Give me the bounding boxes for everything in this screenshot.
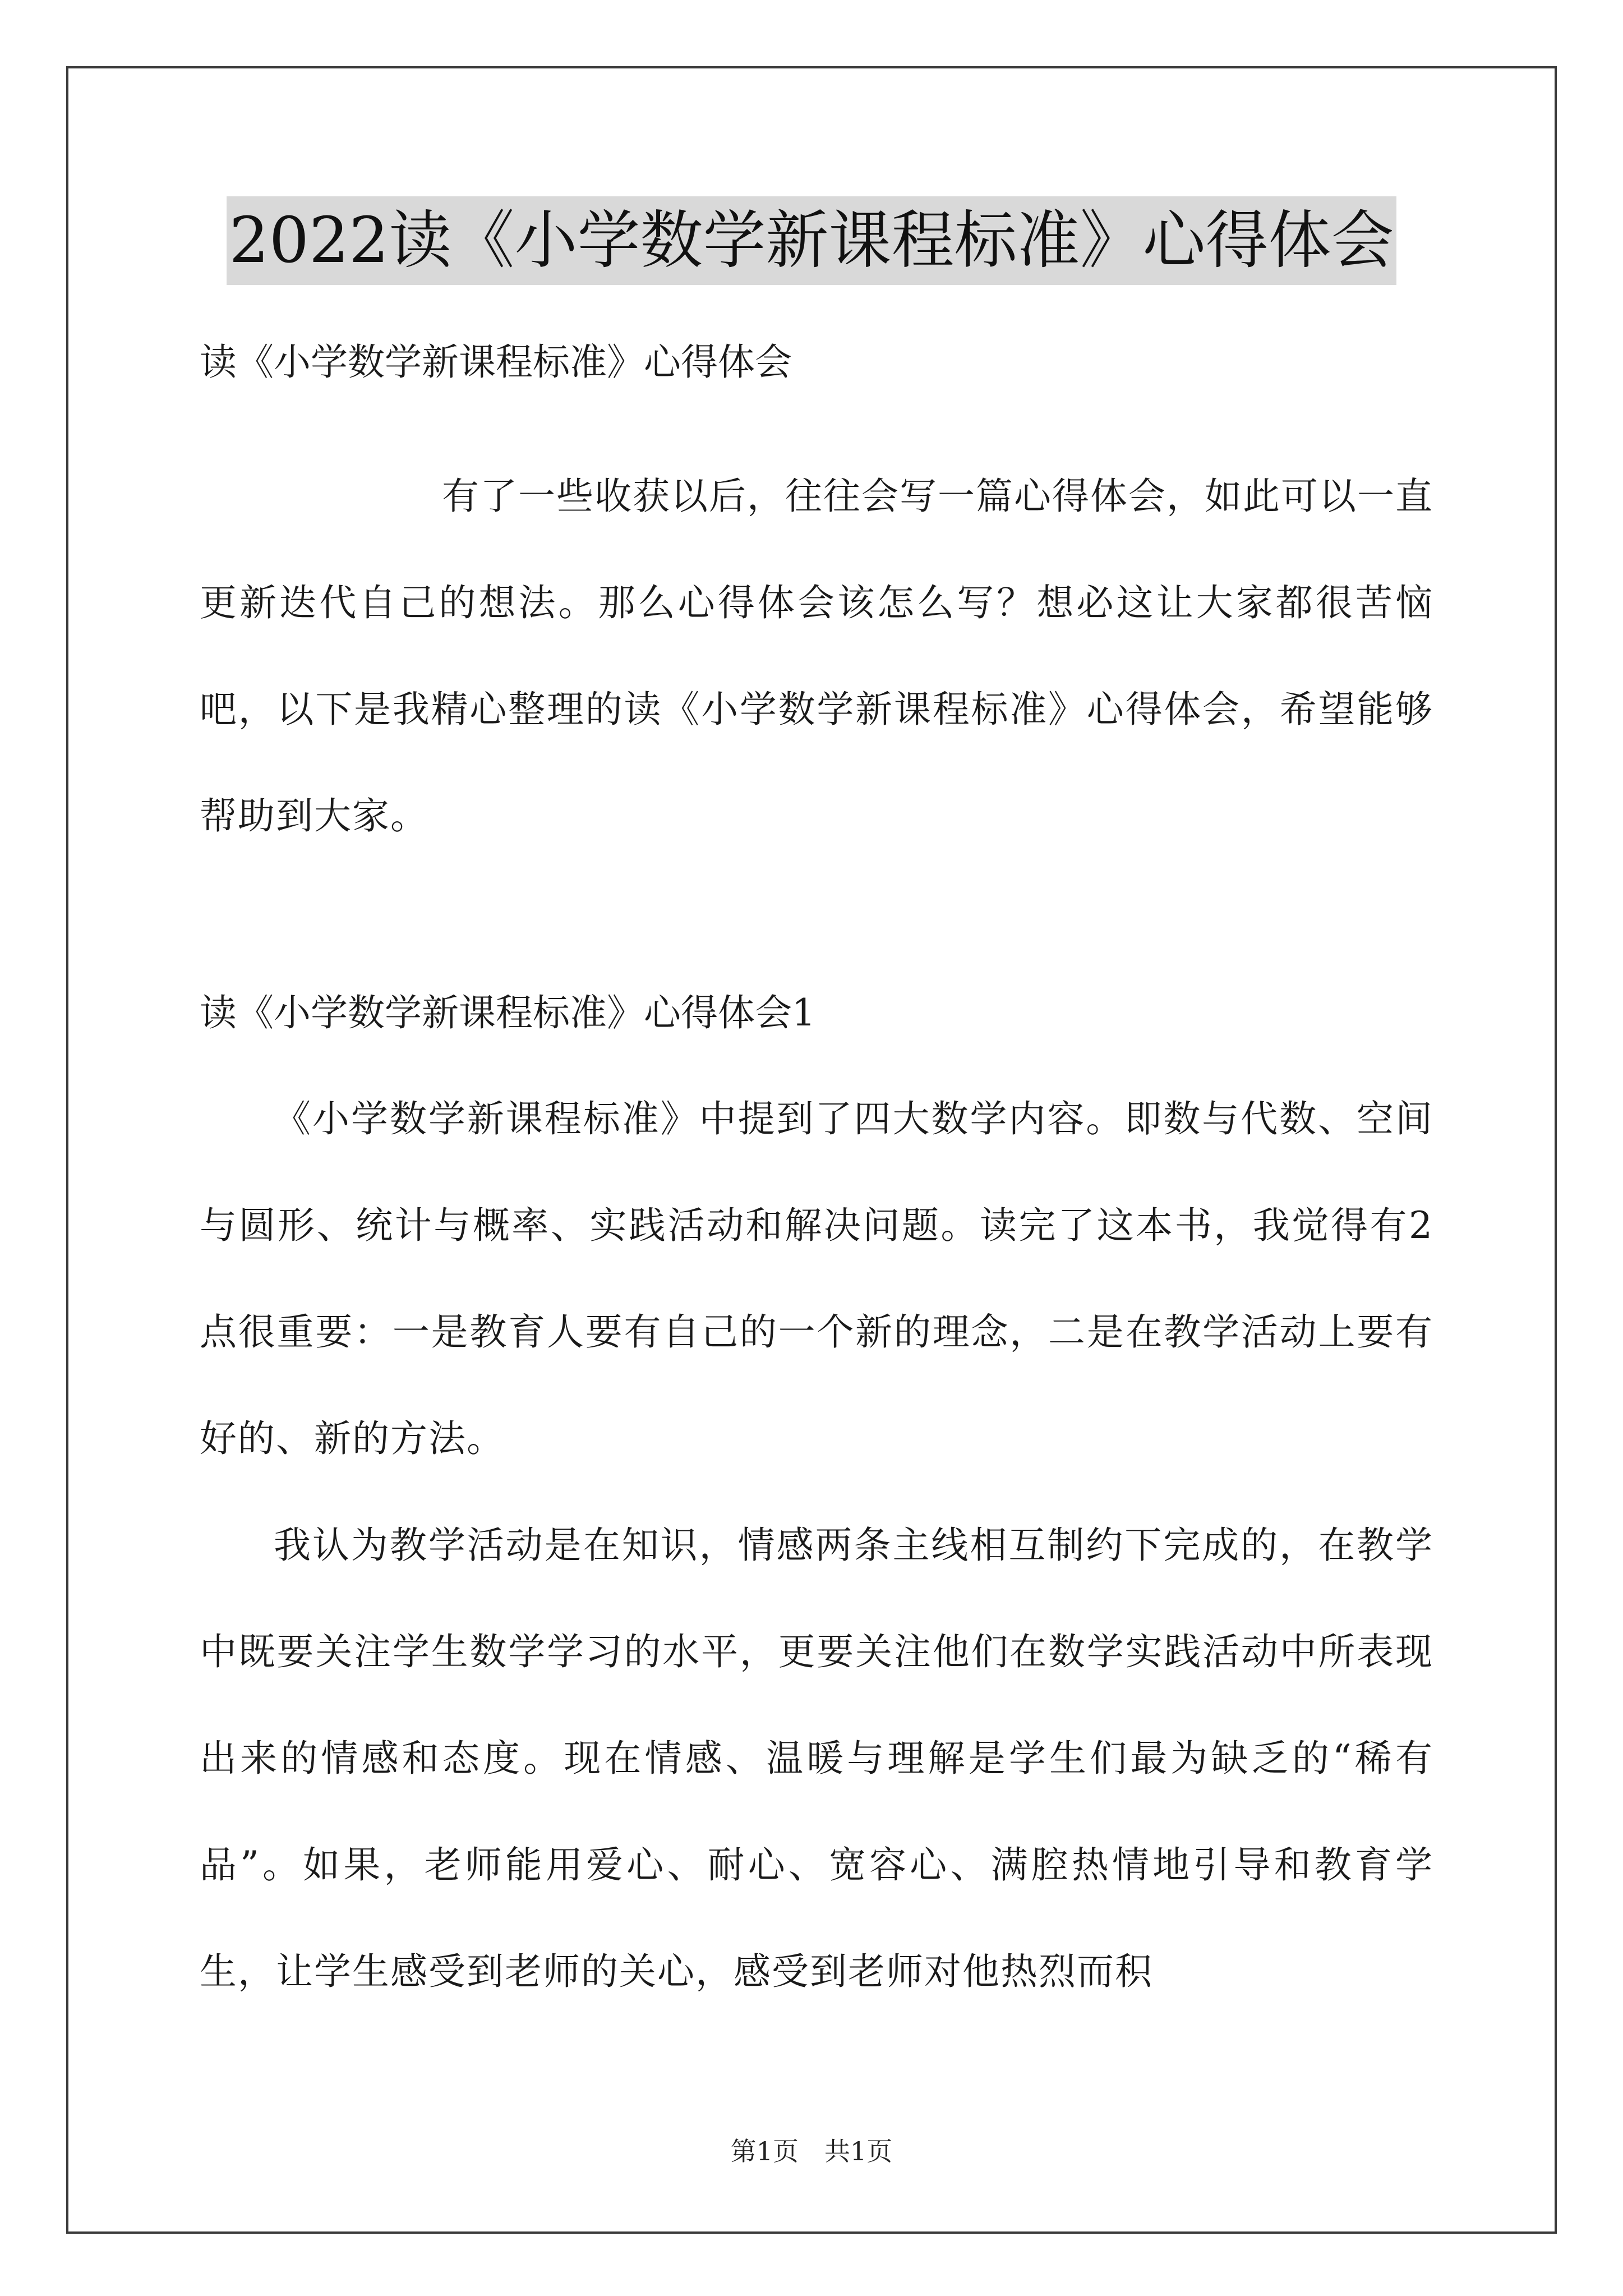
page-number-total: 共1页 — [824, 2136, 893, 2166]
document-title: 2022读《小学数学新课程标准》心得体会 — [227, 196, 1396, 285]
title-container — [0, 196, 1623, 285]
page-number-current: 第1页 — [730, 2136, 799, 2166]
section-1-paragraph-2: 我认为教学活动是在知识，情感两条主线相互制约下完成的，在教学中既要关注学生数学学习的水平，更要关注他们在数学实践活动中所表现出来的情感和态度。现在情感、温暖与理解是学生们最为缺乏的“稀有品”。如果，老师能用爱心、耐心、宽容心、满腔热情地引导和教育学生，让学生感受到老师的关心，感受到老师对他热烈而积 — [200, 1524, 1433, 1993]
section-1-heading: 读《小学数学新课程标准》心得体会1 — [200, 991, 815, 1034]
document-body — [200, 314, 1433, 2025]
intro-paragraph: 有了一些收获以后，往往会写一篇心得体会，如此可以一直更新迭代自己的想法。那么心得体会该怎么写？想必这让大家都很苦恼吧，以下是我精心整理的读《小学数学新课程标准》心得体会，希望能够帮助到大家。 — [200, 475, 1433, 838]
section-1-body — [200, 1066, 1433, 2025]
section-1-paragraph-1: 《小学数学新课程标准》中提到了四大数学内容。即数与代数、空间与圆形、统计与概率、实践活动和解决问题。读完了这本书，我觉得有2点很重要：一是教育人要有自己的一个新的理念，二是在教学活动上要有好的、新的方法。 — [200, 1097, 1433, 1460]
document-subtitle: 读《小学数学新课程标准》心得体会 — [200, 341, 792, 384]
page-footer — [0, 2134, 1623, 2168]
intro-block — [200, 443, 1433, 869]
